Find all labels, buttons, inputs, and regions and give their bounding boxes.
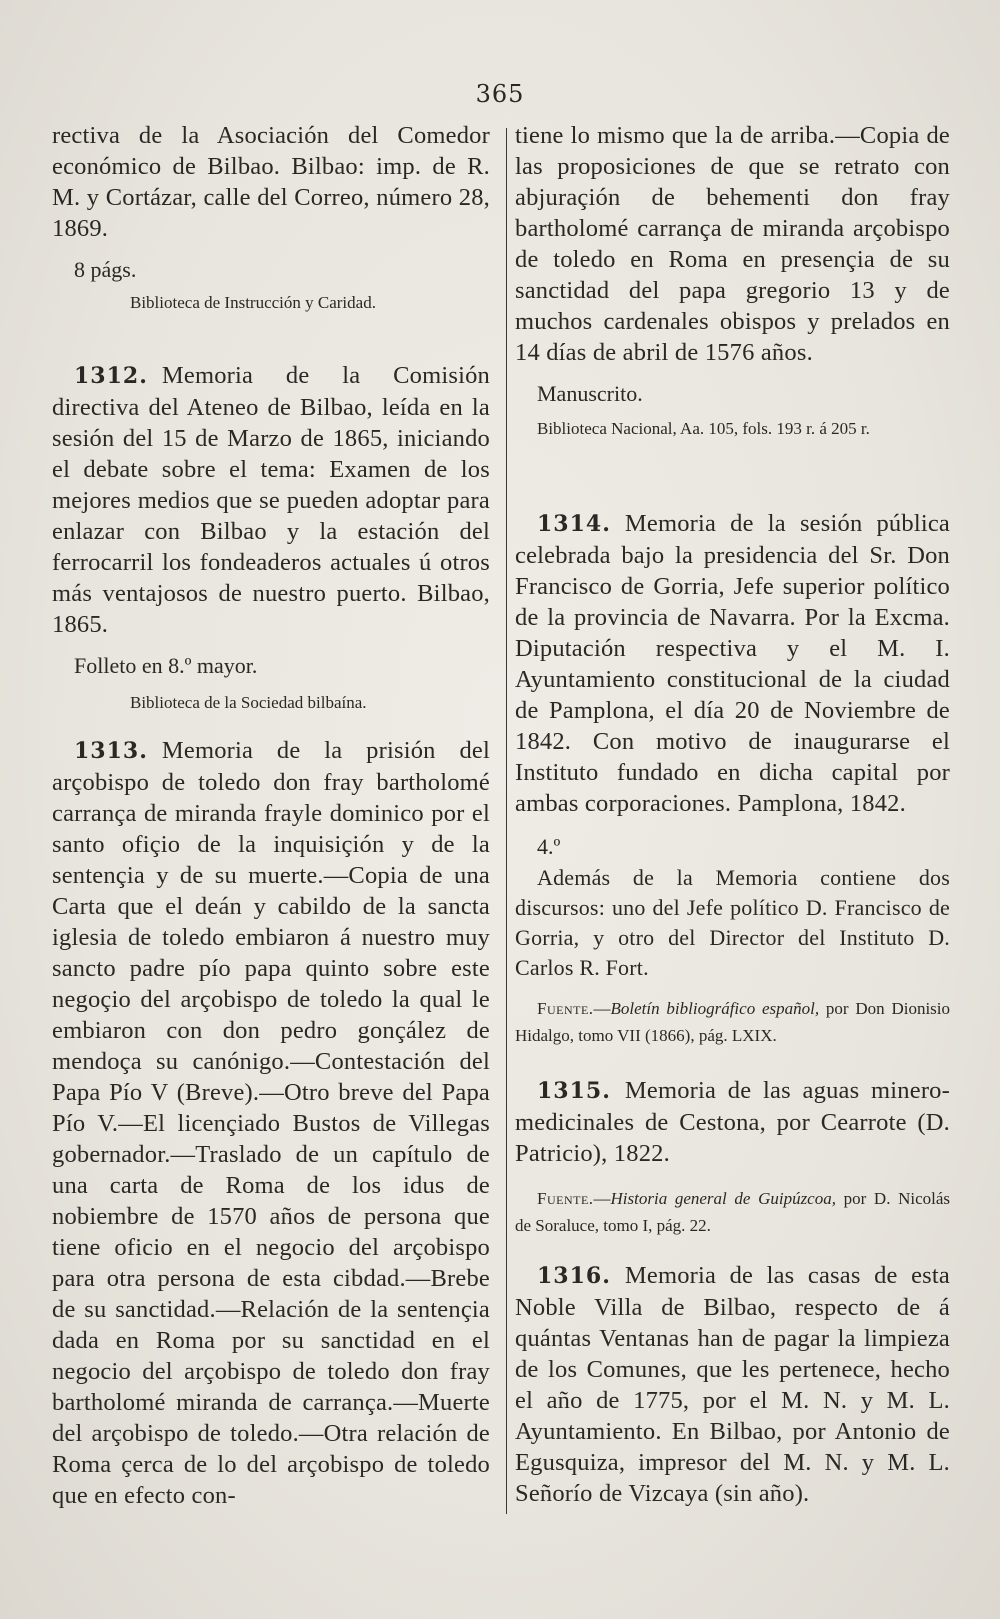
entry-library: Biblioteca Nacional, Aa. 105, fols. 193 r. á 205 r. bbox=[537, 419, 870, 438]
entry-number: 1313. bbox=[74, 738, 148, 764]
entry-1313-continuation bbox=[515, 120, 950, 442]
entry-1313 bbox=[52, 735, 490, 1511]
entry-text bbox=[515, 508, 950, 819]
entry-additional-note: Además de la Memoria contiene dos discursos: uno del Jefe político D. Francisco de Gorria, y otro del Director del Instituto D. Carlos R. Fort. bbox=[515, 865, 950, 980]
entry-source: Fuente.—Historia general de Guipúzcoa, por D. Nicolás de Soraluce, tomo I, pág. 22. bbox=[515, 1189, 950, 1235]
entry-format-note: 8 págs. bbox=[74, 257, 137, 282]
entry-library: Biblioteca de Instrucción y Caridad. bbox=[130, 293, 376, 312]
entry-1315 bbox=[515, 1075, 950, 1239]
entry-format-note: Manuscrito. bbox=[537, 381, 643, 406]
entry-1314 bbox=[515, 508, 950, 1049]
entry-format-note: Folleto en 8.º mayor. bbox=[74, 653, 258, 678]
entry-library: Biblioteca de la Sociedad bilbaína. bbox=[130, 693, 367, 712]
entry-number: 1314. bbox=[537, 511, 611, 537]
page-number: 365 bbox=[475, 80, 525, 108]
entry-1316 bbox=[515, 1260, 950, 1509]
entry-number: 1312. bbox=[74, 363, 148, 389]
source-label: Fuente. bbox=[537, 1189, 594, 1208]
entry-text bbox=[515, 1260, 950, 1509]
source-title: Boletín bibliográfico español, bbox=[610, 999, 820, 1018]
entry-format-note: 4.º bbox=[537, 834, 561, 859]
source-label: Fuente. bbox=[537, 999, 594, 1018]
source-details: por D. Nicolás de Soraluce, tomo I, pág. 22. bbox=[515, 1189, 950, 1235]
entry-1311-continuation bbox=[52, 120, 490, 316]
source-title: Historia general de Guipúzcoa, bbox=[610, 1189, 836, 1208]
entry-body: Memoria de la sesión pública celebrada bajo la presidencia del Sr. Don Francisco de Gorria, Jefe superior político de la provincia de Navarra. Por la Excma. Diputación respectiva y el M. I. Ayuntamiento constitucional de la ciudad de Pamplona, el día 20 de Noviembre de 1842. Con motivo de inaugurarse el Instituto fundado en dicha capital por ambas corporaciones. Pamplona, 1842. bbox=[515, 510, 950, 817]
entry-text: rectiva de la Asociación del Comedor económico de Bilbao. Bilbao: imp. de R. M. y Cortázar, calle del Correo, número 28, 1869. bbox=[52, 122, 490, 242]
entry-1312 bbox=[52, 360, 490, 716]
entry-body: Memoria de la prisión del arçobispo de toledo don fray bartholomé carrança de miranda frayle dominico por el santo ofiçio de la inquisiçión y de la sentençia y de su muerte.—Copia de una Carta que el deán y cabildo de la sancta iglesia de toledo embiaron á nuestro muy sancto padre pío papa quinto sobre este negoçio del arçobispo de toledo la qual le embiaron con don pedro gonçález de mendoça su canónigo.—Contestación del Papa Pío V (Breve).—Otro breve del Papa Pío V.—El licençiado Bustos de Villegas gobernador.—Traslado de un capítulo de una carta de Roma de los idus de nobiembre de 1570 años de persona que tiene oficio en el negocio del arçobispo para otra persona de esta cibdad.—Brebe de su sanctidad.—Relación de la sentençia dada en Roma por su sanctidad en el negocio del arçobispo de toledo don fray bartholomé miranda de carrança.—Muerte del arçobispo de toledo.—Otra relación de Roma çerca de lo del arçobispo de toledo que en efecto con- bbox=[52, 737, 490, 1509]
entry-number: 1316. bbox=[537, 1263, 611, 1289]
entry-body: Memoria de las casas de esta Noble Villa de Bilbao, respecto de á quántas Ventanas han de pagar la limpieza de los Comunes, que les pertenece, hecho el año de 1775, por el M. N. y M. L. Ayuntamiento. En Bilbao, por Antonio de Egusquiza, impresor del M. N. y M. L. Señorío de Vizcaya (sin año). bbox=[515, 1262, 950, 1507]
entry-text bbox=[52, 735, 490, 1511]
entry-source: Fuente.—Boletín bibliográfico español, por Don Dionisio Hidalgo, tomo VII (1866), pág. LXIX. bbox=[515, 999, 951, 1045]
entry-body: Memoria de la Comisión directiva del Ateneo de Bilbao, leída en la sesión del 15 de Marzo de 1865, iniciando el debate sobre el tema: Examen de los mejores medios que se pueden adoptar para enlazar con Bilbao y la estación del ferrocarril los fondeaderos actuales ú otros más ventajosos de nuestro puerto. Bilbao, 1865. bbox=[52, 362, 490, 638]
entry-number: 1315. bbox=[537, 1078, 611, 1104]
column-divider bbox=[506, 128, 507, 1514]
entry-body: Memoria de las aguas minero-medicinales de Cestona, por Cearrote (D. Patricio), 1822. bbox=[515, 1077, 950, 1167]
entry-text: tiene lo mismo que la de arriba.—Copia de las proposiciones de que se retrato con abjuraçión de behementi don fray bartholomé carrança de miranda arçobispo de toledo en Roma en presençia de su sanctidad del papa gregorio 13 y de muchos cardenales obispos y prelados en 14 días de abril de 1576 años. bbox=[515, 122, 950, 366]
entry-text bbox=[515, 1075, 950, 1169]
entry-text bbox=[52, 360, 490, 640]
source-details: por Don Dionisio Hidalgo, tomo VII (1866), pág. LXIX. bbox=[515, 999, 951, 1045]
